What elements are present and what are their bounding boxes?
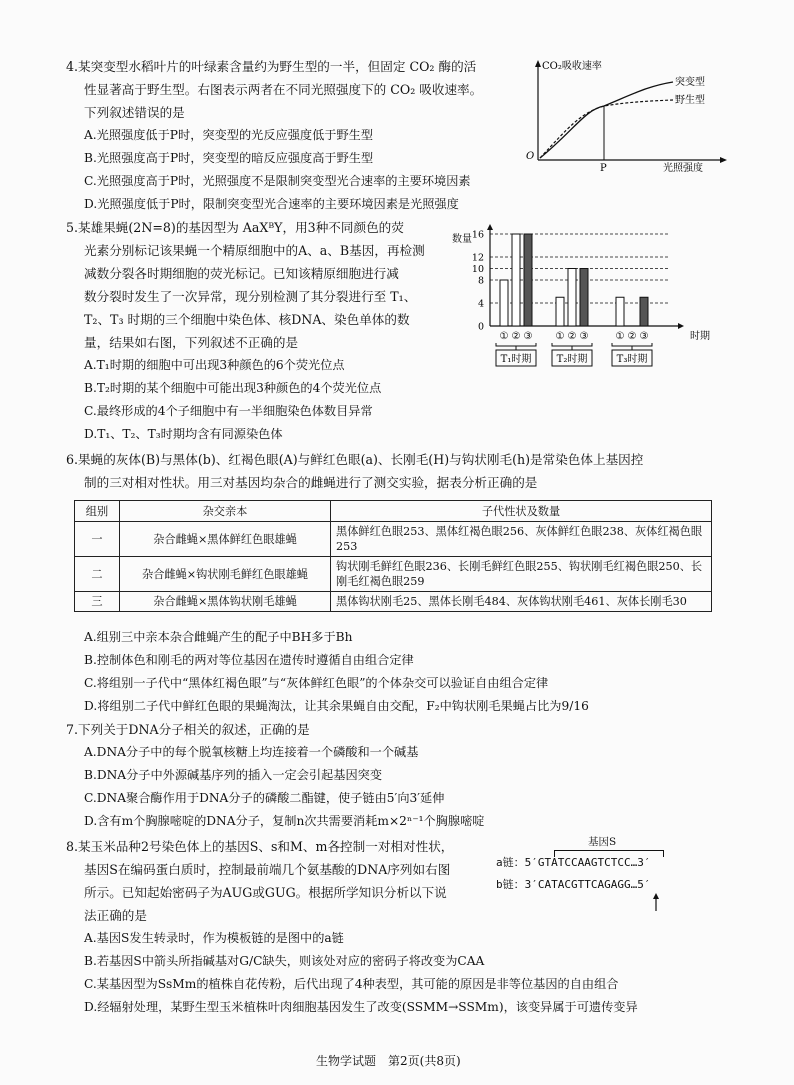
table-cell: 杂合雌蝇×黑体鲜红色眼雄蝇 (120, 522, 331, 557)
q6-option-c: C.将组别一子代中“黑体红褐色眼”与“灰体鲜红色眼”的个体杂交可以验证自由组合定律 (84, 676, 549, 690)
q6-option-d: D.将组别二子代中鲜红色眼的果蝇淘汰，让其余果蝇自由交配，F₂中钩状刚毛果蝇占比为9/16 (84, 699, 589, 713)
bar (568, 269, 576, 327)
q8-line-3: 所示。已知起始密码子为AUG或GUG。根据所学知识分析以下说 (84, 885, 447, 900)
group-bracket (496, 343, 536, 346)
page-footer: 生物学试题 第2页(共8页) (316, 1054, 461, 1068)
gene-a-strand: a链：5′GTATCCAAGTCTCC…3′ (496, 856, 651, 869)
q8-option-b: B.若基因S中箭头所指碱基对G/C缺失，则该处对应的密码子将改变为CAA (84, 954, 485, 968)
y-tick-label: 8 (477, 275, 484, 287)
graph-p-label: P (600, 163, 607, 174)
y-tick-label: 10 (471, 264, 484, 275)
bar-index-label: ② (511, 331, 521, 342)
x-axis-arrow (678, 323, 684, 329)
group-bracket (552, 343, 592, 346)
table-cell: 二 (75, 557, 120, 592)
table-header: 子代性状及数量 (331, 501, 712, 522)
q7-line-1: 7.下列关于DNA分子相关的叙述，正确的是 (66, 722, 310, 737)
group-bracket (612, 343, 652, 346)
table-row (75, 557, 712, 592)
q6-option-b: B.控制体色和刚毛的两对等位基因在遗传时遵循自由组合定律 (84, 653, 414, 667)
y-tick-label: 0 (477, 321, 484, 333)
table-cell: 黑体鲜红色眼253、黑体红褐色眼256、灰体鲜红色眼238、灰体红褐色眼253 (331, 522, 712, 557)
bar-index-label: ③ (523, 331, 533, 342)
wild-label: 野生型 (675, 95, 705, 106)
category-label: T₂时期 (556, 354, 588, 365)
bar (556, 297, 564, 326)
q8-option-c: C.某基因型为SsMm的植株自花传粉，后代出现了4种表型，其可能的原因是非等位基因的自由组合 (84, 977, 619, 991)
q5-option-d: D.T₁、T₂、T₃时期均含有同源染色体 (84, 427, 283, 441)
bar (500, 280, 508, 326)
x-axis-label: 时期 (690, 331, 710, 342)
cross-table (74, 500, 712, 612)
q8-option-a: A.基因S发生转录时，作为模板链的是图中的a链 (84, 931, 344, 945)
bar-index-label: ② (627, 331, 637, 342)
table-cell: 杂合雌蝇×黑体钩状刚毛雄蝇 (120, 592, 331, 612)
q4-line-1: 4.某突变型水稻叶片的叶绿素含量约为野生型的一半，但固定 CO₂ 酶的活 (66, 59, 477, 74)
q5-option-b: B.T₂时期的某个细胞中可能出现3种颜色的4个荧光位点 (84, 381, 382, 395)
table-cell: 一 (75, 522, 120, 557)
bar-index-label: ① (499, 331, 509, 342)
category-label: T₃时期 (616, 354, 648, 365)
mutant-curve (540, 82, 673, 158)
table-header-row (75, 501, 712, 522)
table-cell: 杂合雌蝇×钩状刚毛鲜红色眼雄蝇 (120, 557, 331, 592)
q6-line-1: 6.果蝇的灰体(B)与黑体(b)、红褐色眼(A)与鲜红色眼(a)、长刚毛(H)与钩状刚毛(h)是常染色体上基因控 (66, 452, 644, 467)
q7-option-b: B.DNA分子中外源碱基序列的插入一定会引起基因突变 (84, 768, 383, 782)
bar (640, 297, 648, 326)
q4-line-3: 下列叙述错误的是 (84, 105, 185, 120)
q6-option-a: A.组别三中亲本杂合雌蝇产生的配子中BH多于Bh (84, 630, 353, 644)
q5-line-1: 5.某雄果蝇(2N=8)的基因型为 AaXᴮY，用3种不同颜色的荧 (66, 220, 404, 235)
table-cell: 钩状刚毛鲜红色眼236、长刚毛鲜红色眼255、钩状刚毛红褐色眼250、长刚毛红褐色眼259 (331, 557, 712, 592)
q8-line-2: 基因S在编码蛋白质时，控制最前端几个氨基酸的DNA序列如右图 (84, 862, 451, 877)
bar (616, 297, 624, 326)
bar-index-label: ① (615, 331, 625, 342)
y-tick-label: 16 (471, 229, 484, 241)
arrow-up-icon (650, 892, 662, 912)
bar-chart (448, 224, 738, 384)
graph-ylabel: CO₂吸收速率 (542, 61, 602, 72)
graph-xlabel: 光照强度 (663, 163, 703, 174)
gene-s-title: 基因S (588, 836, 617, 848)
q7-option-c: C.DNA聚合酶作用于DNA分子的磷酸二酯键，使子链由5′向3′延伸 (84, 791, 445, 805)
q5-line-4: 数分裂时发生了一次异常，现分别检测了其分裂进行至 T₁、 (84, 289, 417, 304)
wild-curve (540, 100, 673, 158)
table-cell: 三 (75, 592, 120, 612)
y-axis-label: 数量 (452, 234, 472, 245)
table-header: 杂交亲本 (120, 501, 331, 522)
q4-option-c: C.光照强度高于P时，光照强度不是限制突变型光合速率的主要环境因素 (84, 174, 471, 188)
q4-option-b: B.光照强度高于P时，突变型的暗反应强度高于野生型 (84, 151, 374, 165)
photosynthesis-graph (518, 56, 728, 174)
q4-option-d: D.光照强度低于P时，限制突变型光合速率的主要环境因素是光照强度 (84, 197, 459, 211)
q5-line-3: 减数分裂各时期细胞的荧光标记。已知该精原细胞进行减 (84, 266, 399, 281)
table-row (75, 592, 712, 612)
q8-line-1: 8.某玉米品种2号染色体上的基因S、s和M、m各控制一对相对性状， (66, 839, 454, 854)
bar (580, 269, 588, 327)
table-row (75, 522, 712, 557)
category-label: T₁时期 (500, 354, 532, 365)
bar-index-label: ③ (579, 331, 589, 342)
y-tick-label: 4 (477, 298, 484, 310)
q5-option-c: C.最终形成的4个子细胞中有一半细胞染色体数目异常 (84, 404, 373, 418)
q4-option-a: A.光照强度低于P时，突变型的光反应强度低于野生型 (84, 128, 374, 142)
gene-b-strand: b链：3′CATACGTTCAGAGG…5′ (496, 878, 651, 891)
q5-line-6: 量，结果如右图，下列叙述不正确的是 (84, 335, 299, 350)
bar-index-label: ② (567, 331, 577, 342)
q7-option-a: A.DNA分子中的每个脱氧核糖上均连接着一个磷酸和一个碱基 (84, 745, 419, 759)
q5-option-a: A.T₁时期的细胞中可出现3种颜色的6个荧光位点 (84, 358, 345, 372)
mutant-label: 突变型 (675, 77, 705, 88)
bar (512, 234, 520, 326)
table-header: 组别 (75, 501, 120, 522)
bar (524, 234, 532, 326)
q4-line-2: 性显著高于野生型。右图表示两者在不同光照强度下的 CO₂ 吸收速率。 (84, 82, 483, 97)
bar-index-label: ① (555, 331, 565, 342)
q8-line-4: 法正确的是 (84, 908, 147, 923)
table-cell: 黑体钩状刚毛25、黑体长刚毛484、灰体钩状刚毛461、灰体长刚毛30 (331, 592, 712, 612)
graph-origin: O (526, 151, 535, 162)
q8-option-d: D.经辐射处理，某野生型玉米植株叶肉细胞基因发生了改变(SSMM→SSMm)，该变异属于可遗传变异 (84, 1000, 638, 1014)
q5-line-2: 光素分别标记该果蝇一个精原细胞中的A、a、B基因，再检测 (84, 243, 425, 258)
bar-index-label: ③ (639, 331, 649, 342)
y-tick-label: 12 (471, 252, 484, 264)
y-axis-arrow (487, 224, 493, 230)
q7-option-d: D.含有m个胸腺嘧啶的DNA分子，复制n次共需要消耗m×2ⁿ⁻¹个胸腺嘧啶 (84, 814, 485, 828)
q5-line-5: T₂、T₃ 时期的三个细胞中染色体、核DNA、染色单体的数 (84, 312, 410, 327)
q6-line-2: 制的三对相对性状。用三对基因均杂合的雌蝇进行了测交实验，据表分析正确的是 (84, 475, 538, 490)
